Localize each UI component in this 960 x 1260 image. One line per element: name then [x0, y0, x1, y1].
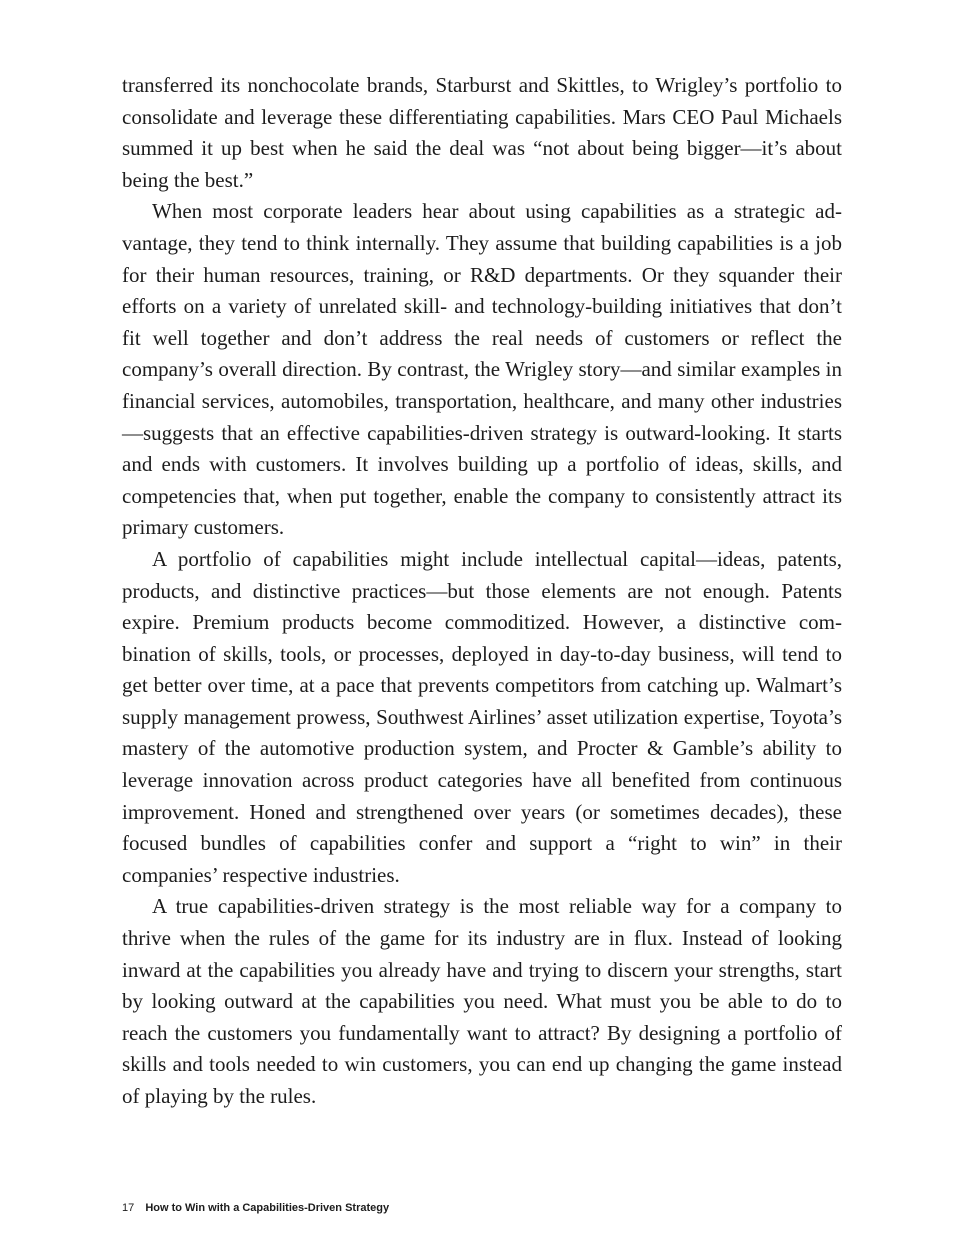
running-title: How to Win with a Capabilities-Driven Strategy [145, 1202, 390, 1214]
paragraph-internal-thinking: When most corporate leaders hear about using capabilities as a strategic advantage, they tend to think internally. They assume that building capabilities is a job for their human resources, training, or R&D departments. Or they squander their efforts on a variety of unrelated skill- and technology-building initiatives that don’t fit well together and don’t address the real needs of customers or reflect the company’s overall direction. By contrast, the Wrigley story—and similar examples in financial services, automobiles, transportation, healthcare, and many other industries—suggests that an effective capabilities-driven strategy is outward-looking. It starts and ends with customers. It involves building up a portfolio of ideas, skills, and competencies that, when put together, enable the company to consistently attract its primary customers. [122, 199, 842, 540]
body-text [122, 70, 842, 1113]
paragraph-continuation: transferred its nonchocolate brands, Starburst and Skittles, to Wrigley’s portfolio to consolidate and leverage these differentiating capabilities. Mars CEO Paul Michaels summed it up best when he said the deal was “not about being bigger—it’s about being the best.” [122, 73, 842, 192]
paragraph-capabilities-driven-strategy: A true capabilities-driven strategy is the most reliable way for a company to thrive when the rules of the game for its industry are in flux. Instead of looking inward at the capabilities you already have and trying to discern your strengths, start by looking outward at the capabilities you need. What must you be able to do to reach the customers you fundamentally want to attract? By designing a portfolio of skills and tools needed to win customers, you can end up changing the game instead of playing by the rules. [122, 894, 842, 1108]
paragraph-portfolio-of-capabilities: A portfolio of capabilities might include intellectual capital—ideas, patents, products, and distinctive practices—but those elements are not enough. Patents expire. Premium products become commoditized. However, a distinctive combination of skills, tools, or processes, deployed in day-to-day business, will tend to get better over time, at a pace that prevents competitors from catching up. Walmart’s supply management prowess, Southwest Airlines’ asset utilization expertise, Toyota’s mastery of the automotive production system, and Procter & Gamble’s ability to leverage innovation across product categories have all benefited from continuous improvement. Honed and strengthened over years (or sometimes decades), these focused bundles of capabilities confer and support a “right to win” in their companies’ respective industries. [122, 546, 842, 887]
page-number: 17 [122, 1202, 135, 1214]
page-footer [122, 1201, 389, 1215]
